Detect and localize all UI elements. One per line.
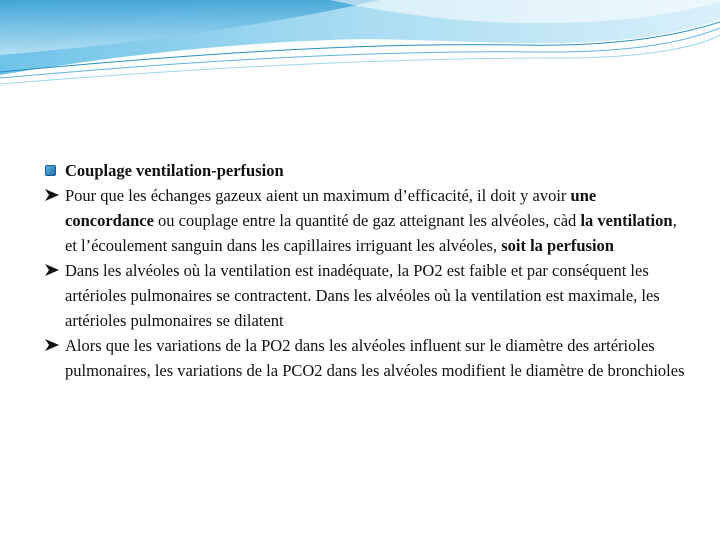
bullet-1-bold-perfusion: soit la perfusion bbox=[501, 236, 614, 255]
bullet-1-text-part1: Pour que les échanges gazeux aient un maximum d’efficacité, il doit y avoir bbox=[65, 186, 571, 205]
bullet-1-text-part2: ou couplage entre la quantité de gaz atteignant les alvéoles, càd bbox=[153, 211, 581, 230]
heading-text: Couplage ventilation-perfusion bbox=[65, 161, 284, 180]
bullet-3-text: Alors que les variations de la PO2 dans les alvéoles influent sur le diamètre des artérioles pulmonaires, les variations de la PCO2 dans les alvéoles modifient le diamètre de bronchioles bbox=[65, 336, 685, 380]
bullet-1-bold-ventilation: la ventilation bbox=[580, 211, 673, 230]
square-bullet-icon bbox=[45, 165, 56, 176]
decorative-wave-banner bbox=[0, 0, 720, 110]
arrowhead-bullet-icon bbox=[45, 264, 59, 276]
arrowhead-bullet-icon bbox=[45, 189, 59, 201]
slide-content bbox=[45, 158, 685, 383]
bullet-item-2 bbox=[45, 258, 685, 333]
bullet-2-text: Dans les alvéoles où la ventilation est inadéquate, la PO2 est faible et par conséquent les artérioles pulmonaires se contractent. Dans les alvéoles où la ventilation est maximale, les artérioles pulmonaires se dilatent bbox=[65, 261, 660, 330]
bullet-1-text-part3: , et l’écoulement sanguin dans les capillaires irriguant les alvéoles, bbox=[65, 211, 677, 255]
bullet-1-bold-concordance: une concordance bbox=[65, 186, 597, 230]
bullet-item-3 bbox=[45, 333, 685, 383]
bullet-item-1 bbox=[45, 183, 685, 258]
section-heading bbox=[45, 158, 685, 183]
arrowhead-bullet-icon bbox=[45, 339, 59, 351]
